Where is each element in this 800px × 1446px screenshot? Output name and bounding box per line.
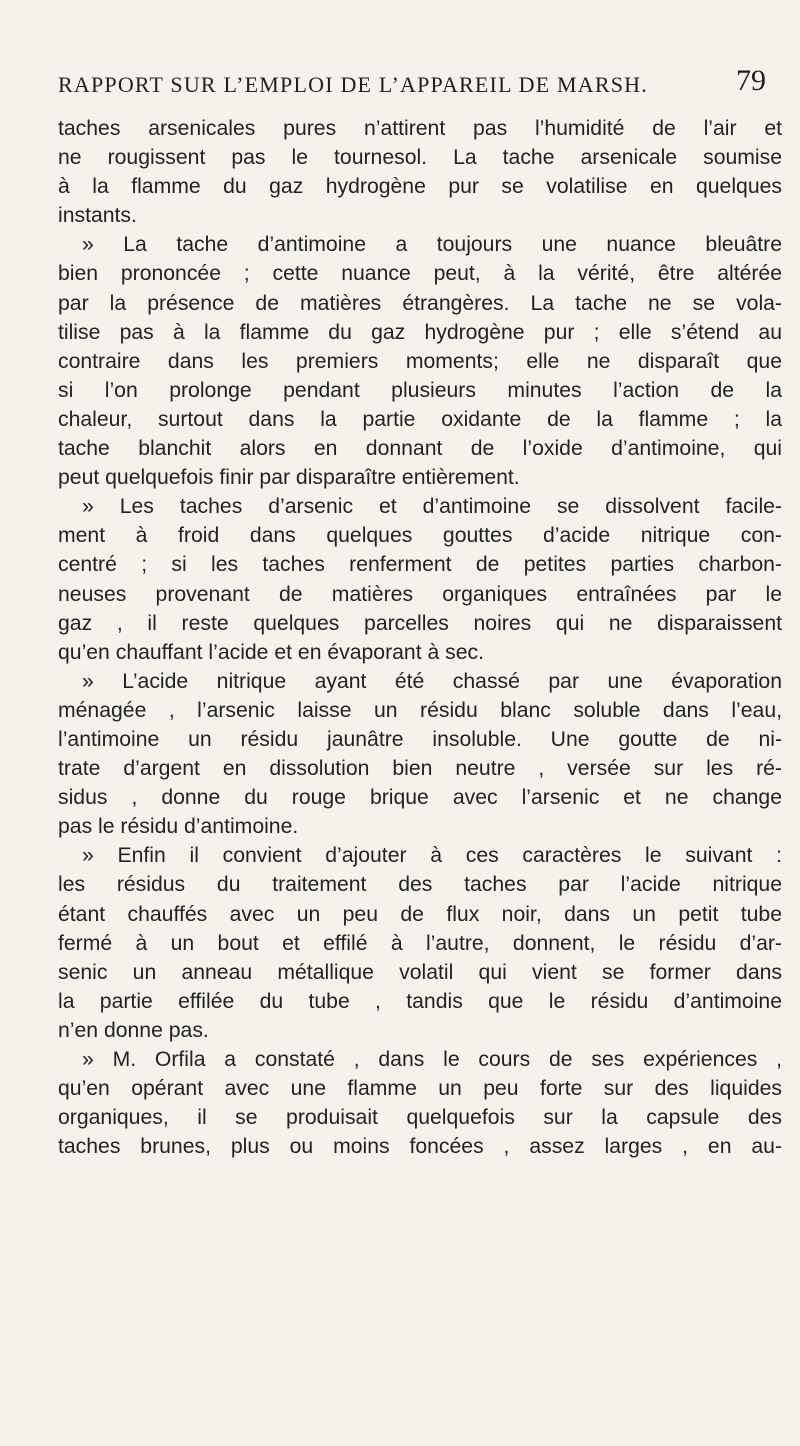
text-line: trate d’argent en dissolution bien neutre , versée sur les ré-: [58, 757, 782, 781]
running-title: RAPPORT SUR L’EMPLOI DE L’APPAREIL DE MARSH.: [58, 72, 648, 97]
text-line: » Enfin il convient d’ajouter à ces caractères le suivant :: [82, 844, 782, 868]
text-line: ménagée , l’arsenic laisse un résidu blanc soluble dans l’eau,: [58, 698, 782, 722]
text-line: gaz , il reste quelques parcelles noires qui ne disparaissent: [58, 611, 782, 635]
text-line: tache blanchit alors en donnant de l’oxide d’antimoine, qui: [58, 437, 782, 461]
text-line: si l’on prolonge pendant plusieurs minutes l’action de la: [58, 378, 782, 402]
text-line: ment à froid dans quelques gouttes d’acide nitrique con-: [58, 524, 782, 548]
text-line: taches arsenicales pures n’attirent pas l’humidité de l’air et: [58, 117, 782, 140]
text-line: senic un anneau métallique volatil qui vient se former dans: [58, 960, 782, 984]
text-line: » La tache d’antimoine a toujours une nuance bleuâtre: [82, 233, 782, 257]
text-line: les résidus du traitement des taches par l’acide nitrique: [58, 873, 782, 897]
text-line: contraire dans les premiers moments; elle ne disparaît que: [58, 349, 782, 373]
text-line: chaleur, surtout dans la partie oxidante de la flamme ; la: [58, 407, 782, 431]
text-line: bien prononcée ; cette nuance peut, à la vérité, être altérée: [58, 262, 782, 286]
text-line: instants.: [58, 204, 137, 228]
text-line: sidus , donne du rouge brique avec l’arsenic et ne change: [58, 786, 782, 810]
text-line: la partie effilée du tube , tandis que le résidu d’antimoine: [58, 989, 782, 1013]
text-line: organiques, il se produisait quelquefois sur la capsule des: [58, 1106, 782, 1130]
text-line: neuses provenant de matières organiques entraînées par le: [58, 582, 782, 606]
text-line: centré ; si les taches renferment de petites parties charbon-: [58, 553, 782, 577]
text-line: taches brunes, plus ou moins foncées , assez larges , en au-: [58, 1135, 782, 1159]
text-line: par la présence de matières étrangères. La tache ne se vola-: [58, 291, 782, 315]
text-line: fermé à un bout et effilé à l’autre, donnent, le résidu d’ar-: [58, 931, 782, 955]
text-line: à la flamme du gaz hydrogène pur se volatilise en quelques: [58, 175, 782, 199]
text-line: ne rougissent pas le tournesol. La tache arsenicale soumise: [58, 146, 782, 170]
text-line: l’antimoine un résidu jaunâtre insoluble. Une goutte de ni-: [58, 727, 782, 751]
body-text: [58, 114, 782, 1161]
text-line: » Les taches d’arsenic et d’antimoine se dissolvent facile-: [82, 495, 782, 519]
text-line: tilise pas à la flamme du gaz hydrogène pur ; elle s’étend au: [58, 320, 782, 344]
page-header: [58, 66, 778, 102]
text-line: qu’en opérant avec une flamme un peu forte sur des liquides: [58, 1077, 782, 1101]
text-line: peut quelquefois finir par disparaître entièrement.: [58, 466, 520, 490]
text-line: qu’en chauffant l’acide et en évaporant à sec.: [58, 640, 485, 664]
text-line: pas le résidu d’antimoine.: [58, 815, 299, 839]
text-line: » M. Orfila a constaté , dans le cours de ses expériences ,: [82, 1048, 782, 1071]
text-line: n’en donne pas.: [58, 1018, 209, 1042]
text-line: » L’acide nitrique ayant été chassé par une évaporation: [82, 669, 782, 693]
page-number: 79: [736, 64, 766, 97]
text-line: étant chauffés avec un peu de flux noir, dans un petit tube: [58, 902, 782, 926]
